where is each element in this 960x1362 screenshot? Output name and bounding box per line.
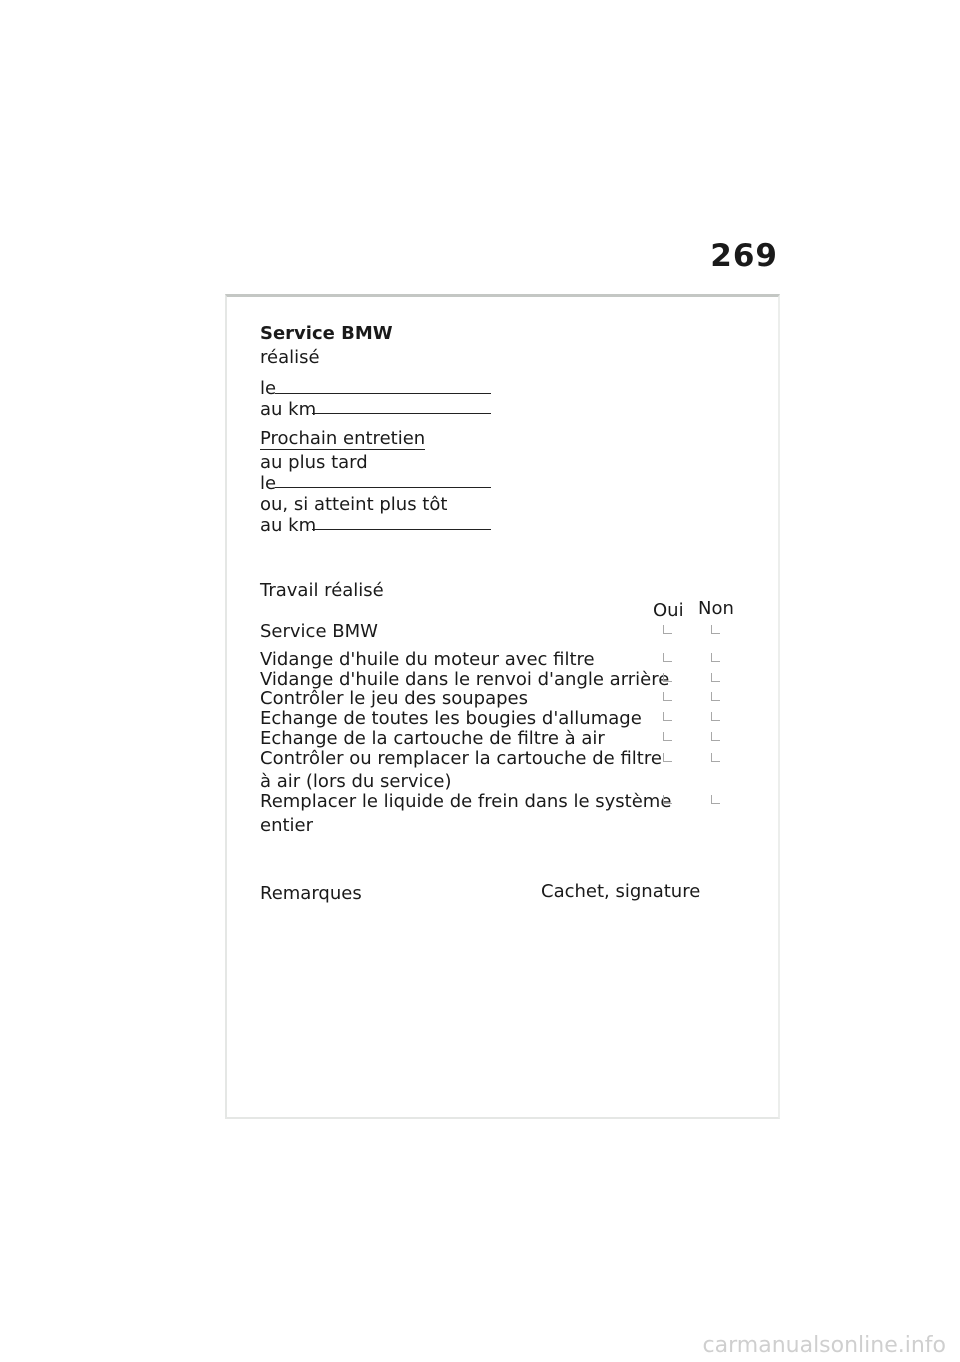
task-row: Echange de la cartouche de filtre à air xyxy=(260,728,605,749)
remarks-label: Remarques xyxy=(260,883,362,904)
watermark: carmanualsonline.info xyxy=(702,1333,946,1358)
checkbox-no[interactable] xyxy=(711,712,720,721)
checkbox-yes[interactable] xyxy=(663,712,672,721)
task-row: Remplacer le liquide de frein dans le système xyxy=(260,791,672,812)
next-service-heading: Prochain entretien xyxy=(260,428,426,449)
checkbox-no[interactable] xyxy=(711,625,720,634)
km-label: au km xyxy=(260,399,317,420)
checkbox-no[interactable] xyxy=(711,692,720,701)
task-row: Service BMW xyxy=(260,621,378,642)
task-row: Contrôler le jeu des soupapes xyxy=(260,688,528,709)
next-date-field[interactable] xyxy=(275,487,491,488)
checkbox-yes[interactable] xyxy=(663,653,672,662)
checkbox-no[interactable] xyxy=(711,795,720,804)
date-field[interactable] xyxy=(275,393,491,394)
checkbox-no[interactable] xyxy=(711,653,720,662)
checkbox-no[interactable] xyxy=(711,673,720,682)
next-km-field[interactable] xyxy=(312,529,491,530)
column-yes-header: Oui xyxy=(653,600,684,621)
checkbox-yes[interactable] xyxy=(663,732,672,741)
checkbox-yes[interactable] xyxy=(663,692,672,701)
checkbox-no[interactable] xyxy=(711,753,720,762)
task-row: Vidange d'huile du moteur avec filtre xyxy=(260,649,595,670)
checkbox-yes[interactable] xyxy=(663,753,672,762)
task-row: Vidange d'huile dans le renvoi d'angle arrière xyxy=(260,669,670,690)
checkbox-yes[interactable] xyxy=(663,673,672,682)
km-field[interactable] xyxy=(312,413,491,414)
task-row-continued: à air (lors du service) xyxy=(260,771,452,792)
checkbox-yes[interactable] xyxy=(663,625,672,634)
next-or-label: ou, si atteint plus tôt xyxy=(260,494,448,515)
column-no-header: Non xyxy=(698,598,734,619)
service-subtitle: réalisé xyxy=(260,347,320,368)
checkbox-no[interactable] xyxy=(711,732,720,741)
service-title: Service BMW xyxy=(260,323,393,344)
date-label: le xyxy=(260,378,277,399)
next-service-latest-label: au plus tard xyxy=(260,452,368,473)
work-heading: Travail réalisé xyxy=(260,580,384,601)
page-number: 269 xyxy=(710,238,778,274)
checkbox-yes[interactable] xyxy=(663,795,672,804)
task-row: Contrôler ou remplacer la cartouche de filtre xyxy=(260,748,662,769)
task-row-continued: entier xyxy=(260,815,314,836)
task-row: Echange de toutes les bougies d'allumage xyxy=(260,708,642,729)
next-km-label: au km xyxy=(260,515,317,536)
next-date-label: le xyxy=(260,473,277,494)
stamp-signature-label: Cachet, signature xyxy=(541,881,701,902)
